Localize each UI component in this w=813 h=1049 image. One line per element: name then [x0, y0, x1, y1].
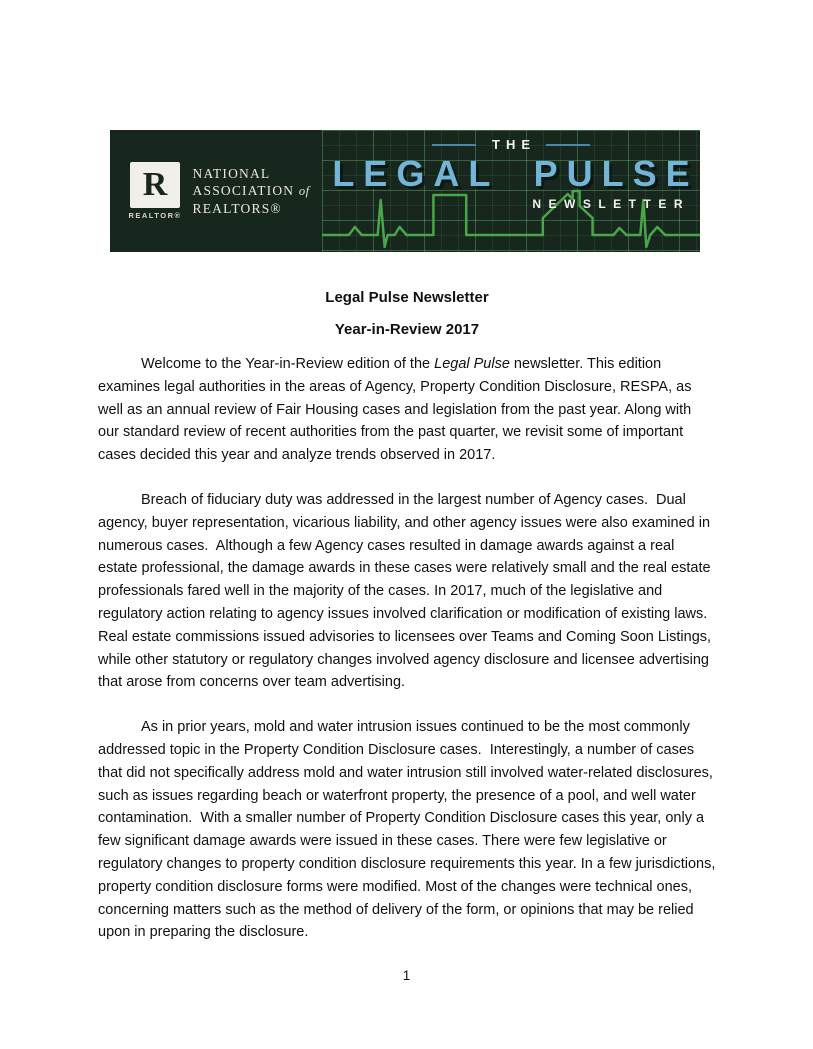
masthead	[322, 130, 700, 252]
masthead-title: LEGAL PULSE	[332, 153, 699, 194]
masthead-the-row	[432, 137, 590, 152]
org-name-line2: ASSOCIATION of	[192, 183, 310, 199]
realtor-r-icon	[130, 162, 180, 208]
masthead-subtitle: NEWSLETTER	[532, 197, 690, 211]
realtor-r-letter: R	[142, 166, 168, 203]
nar-logo-block	[110, 130, 322, 252]
masthead-the: THE	[492, 137, 536, 152]
the-right-rule	[546, 144, 590, 146]
org-name-line3: REALTORS®	[192, 200, 282, 216]
the-left-rule	[432, 144, 476, 146]
agency-paragraph: Breach of fiduciary duty was addressed in the largest number of Agency cases. Dual agency, buyer representation, vicarious liability, and other agency issues were also examined in numerous cases. Although a few Agency cases resulted in damage awards against a real estate professional, the damage awards in these cases were relatively small and the real estate professionals fared well in the majority of the cases. In 2017, much of the legislative and regulatory action relating to agency issues involved clarification or modification of existing laws. Real estate commissions issued advisories to licensees over Teams and Coming Soon Listings, while other statutory or regulatory changes involved agency disclosure and licensee advertising that arose from concerns over team advertising.	[98, 491, 716, 691]
org-name	[193, 165, 310, 218]
nar-logo	[128, 162, 181, 220]
document-body	[98, 288, 720, 966]
newsletter-banner	[110, 130, 700, 252]
property-condition-paragraph: As in prior years, mold and water intrusion issues continued to be the most commonly addressed topic in the Property Condition Disclosure cases. Interestingly, a number of cases that did not specifically address mold and water intrusion still involved water-related disclosures, such as issues regarding beach or waterfront property, the presence of a pool, and well water contamination. With a smaller number of Property Condition Disclosure cases this year, only a few significant damage awards were issued in these cases. There were few legislative or regulatory changes to property condition disclosure requirements this year. In a few jurisdictions, property condition disclosure forms were modified. Most of the changes were technical ones, concerning matters such as the method of delivery of the form, or opinions that may be relied upon in preparing the disclosure.	[98, 719, 720, 941]
document-subtitle: Year-in-Review 2017	[334, 321, 480, 338]
intro-paragraph: Welcome to the Year-in-Review edition of the Legal Pulse newsletter. This edition examines legal authorities in the areas of Agency, Property Condition Disclosure, RESPA, as well as an annual review of Fair Housing cases and legislation from the past year. Along with our standard review of recent authorities from the past quarter, we revisit some of important cases decided this year and analyze trends observed in 2017.	[98, 356, 696, 464]
realtor-label: REALTOR®	[128, 211, 182, 220]
page-number: 1	[402, 968, 411, 983]
document-title: Legal Pulse Newsletter	[325, 289, 489, 306]
org-name-line1: NATIONAL	[192, 165, 271, 181]
